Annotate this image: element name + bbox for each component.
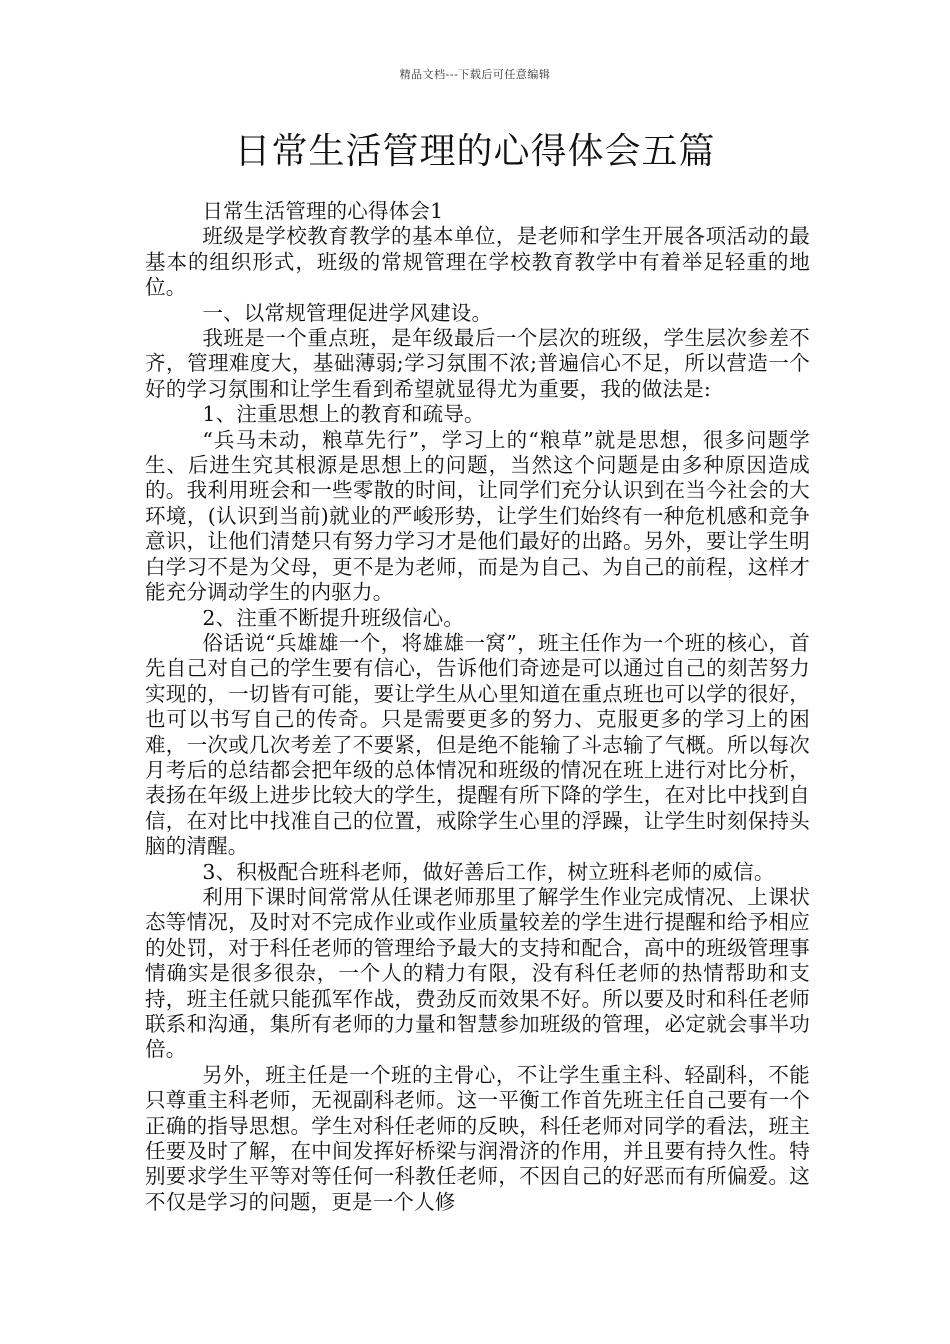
paragraph: 班级是学校教育教学的基本单位，是老师和学生开展各项活动的最基本的组织形式，班级的常规管理在学校教育教学中有着举足轻重的地位。	[145, 224, 810, 300]
subheading: 一、以常规管理促进学风建设。	[202, 300, 493, 325]
paragraph: “兵马未动，粮草先行”，学习上的“粮草”就是思想，很多问题学生、后进生究其根源是思想上的问题，当然这个问题是由多种原因造成的。我利用班会和一些零散的时间，让同学们充分认识到在当今社会的大环境，(认识到当前)就业的严峻形势，让学生们始终有一种危机感和竞争意识，让他们清楚只有努力学习才是他们最好的出路。另外，要让学生明白学习不是为父母，更不是为老师，而是为自己、为自己的前程，这样才能充分调动学生的内驱力。	[145, 427, 810, 605]
paragraph: 利用下课时间常常从任课老师那里了解学生作业完成情况、上课状态等情况，及时对不完成作业或作业质量较差的学生进行提醒和给予相应的处罚，对于科任老师的管理给予最大的支持和配合，高中的班级管理事情确实是很多很杂，一个人的精力有限，没有科任老师的热情帮助和支持，班主任就只能孤军作战，费劲反而效果不好。所以要及时和科任老师联系和沟通，集所有老师的力量和智慧参加班级的管理，必定就会事半功倍。	[145, 884, 810, 1062]
paragraph: 另外，班主任是一个班的主骨心，不让学生重主科、轻副科，不能只尊重主科老师，无视副科老师。这一平衡工作首先班主任自己要有一个正确的指导思想。学生对科任老师的反映，科任老师对同学的看法，班主任要及时了解，在中间发挥好桥梁与润滑济的作用，并且要有持久性。特别要求学生平等对等任何一科教任老师，不因自己的好恶而有所偏爱。这不仅是学习的问题，更是一个人修	[145, 1062, 810, 1214]
section-heading: 日常生活管理的心得体会1	[202, 199, 444, 223]
page-header-note: 精品文档---下载后可任意编辑	[399, 68, 551, 81]
subheading: 1、注重思想上的教育和疏导。	[202, 402, 485, 427]
subheading: 2、注重不断提升班级信心。	[202, 605, 465, 630]
paragraph: 俗话说“兵雄雄一个，将雄雄一窝”，班主任作为一个班的核心，首先自己对自己的学生要有信心，告诉他们奇迹是可以通过自己的刻苦努力实现的，一切皆有可能，要让学生从心里知道在重点班也可以学的很好，也可以书写自己的传奇。只是需要更多的努力、克服更多的学习上的困难，一次或几次考差了不要紧，但是绝不能输了斗志输了气概。所以每次月考后的总结都会把年级的总体情况和班级的情况在班上进行对比分析，表扬在年级上进步比较大的学生，提醒有所下降的学生，在对比中找到自信，在对比中找准自己的位置，戒除学生心里的浮躁，让学生时刻保持头脑的清醒。	[145, 630, 810, 859]
subheading: 3、积极配合班科老师，做好善后工作，树立班科老师的威信。	[202, 859, 775, 884]
document-title: 日常生活管理的心得体会五篇	[234, 131, 716, 172]
paragraph: 我班是一个重点班，是年级最后一个层次的班级，学生层次参差不齐，管理难度大，基础薄弱;学习氛围不浓;普遍信心不足，所以营造一个好的学习氛围和让学生看到希望就显得尤为重要，我的做法是:	[145, 326, 810, 401]
document-body	[145, 199, 810, 1215]
